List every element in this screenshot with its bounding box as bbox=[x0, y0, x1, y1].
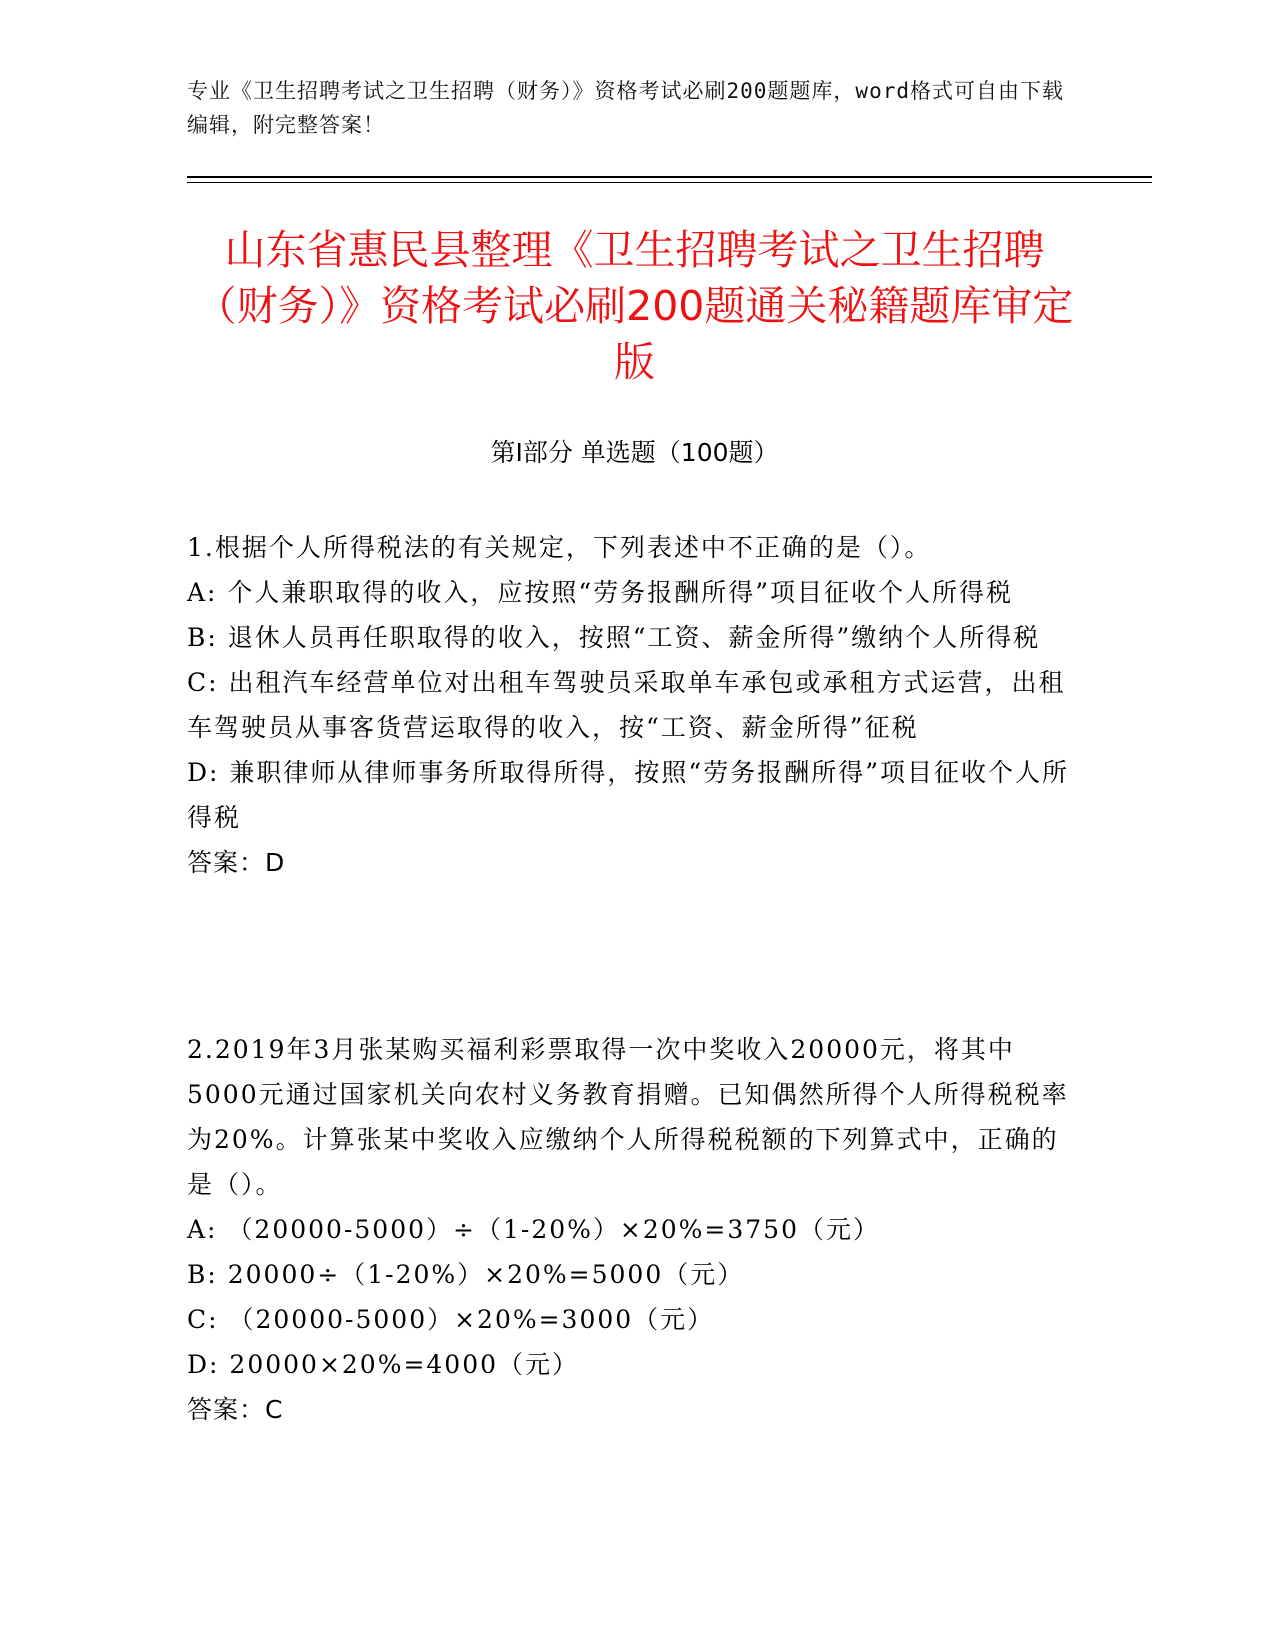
option-c: C: 出租汽车经营单位对出租车驾驶员采取单车承包或承租方式运营，出租车驾驶员从事客货营运取得的收入，按“工资、薪金所得”征税 bbox=[187, 668, 1066, 742]
header-rule-thin bbox=[187, 182, 1152, 183]
option-b: B: 退休人员再任职取得的收入，按照“工资、薪金所得”缴纳个人所得税 bbox=[187, 623, 1041, 652]
question-stem: 1.根据个人所得税法的有关规定，下列表述中不正确的是（）。 bbox=[187, 533, 932, 562]
option-a: A: 个人兼职取得的收入，应按照“劳务报酬所得”项目征收个人所得税 bbox=[187, 578, 1013, 607]
option-a: A: （20000-5000）÷（1-20%）×20%=3750（元） bbox=[187, 1215, 880, 1244]
option-c: C: （20000-5000）×20%=3000（元） bbox=[187, 1305, 715, 1334]
answer: 答案：D bbox=[187, 848, 286, 877]
question-2 bbox=[187, 1027, 1082, 1432]
option-b: B: 20000÷（1-20%）×20%=5000（元） bbox=[187, 1260, 745, 1289]
question-stem: 2.2019年3月张某购买福利彩票取得一次中奖收入20000元，将其中5000元通过国家机关向农村义务教育捐赠。已知偶然所得个人所得税税率为20%。计算张某中奖收入应缴纳个人所得税税额的下列算式中，正确的是（）。 bbox=[187, 1035, 1069, 1199]
part-heading: 第I部分 单选题（100题） bbox=[490, 438, 779, 467]
option-d: D: 20000×20%=4000（元） bbox=[187, 1350, 580, 1379]
answer: 答案：C bbox=[187, 1395, 284, 1424]
question-1 bbox=[187, 525, 1082, 885]
header-note: 专业《卫生招聘考试之卫生招聘（财务）》资格考试必刷200题题库，word格式可自由下载编辑，附完整答案！ bbox=[187, 79, 1064, 137]
document-title: 山东省惠民县整理《卫生招聘考试之卫生招聘（财务）》资格考试必刷200题通关秘籍题库审定版 bbox=[195, 226, 1074, 386]
option-d: D: 兼职律师从律师事务所取得所得，按照“劳务报酬所得”项目征收个人所得税 bbox=[187, 758, 1069, 832]
header-rule-thick bbox=[187, 176, 1152, 178]
